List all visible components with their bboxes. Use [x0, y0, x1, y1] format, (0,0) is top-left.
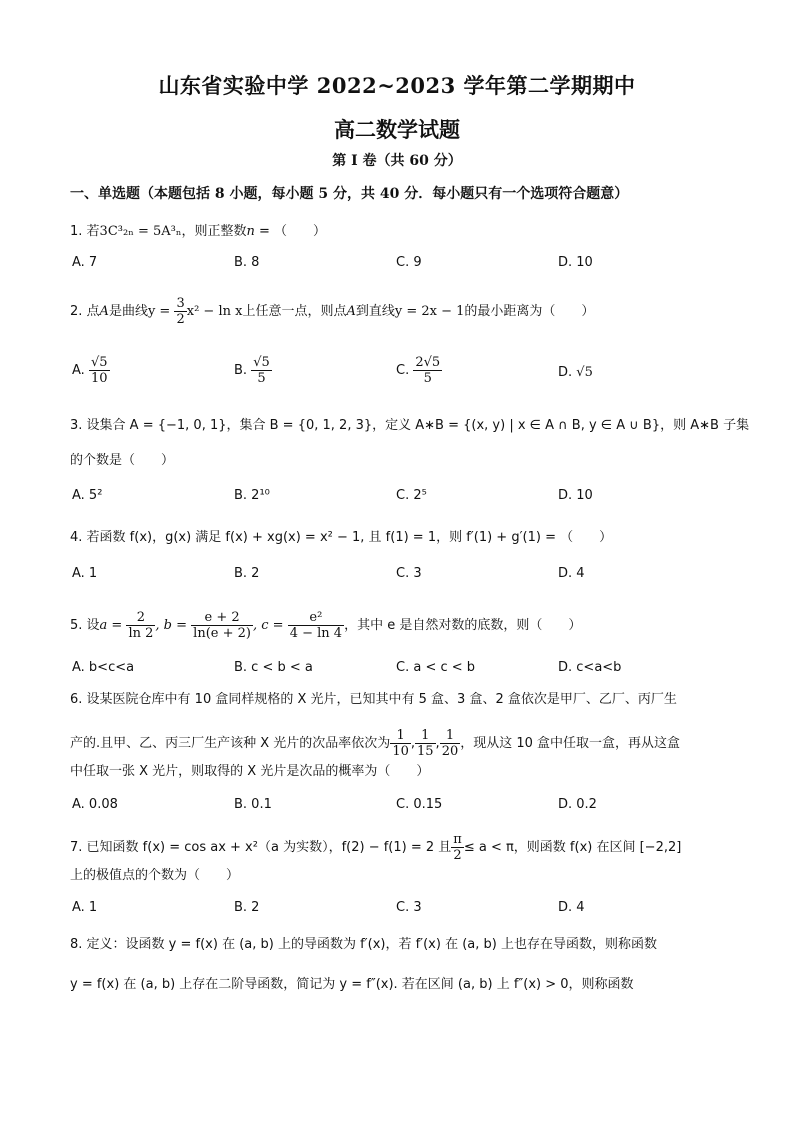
q6-options	[72, 797, 732, 819]
q2-frac-num: 3	[176, 296, 185, 311]
q6-frac-2	[415, 728, 436, 759]
q5-a-lhs: a =	[99, 618, 123, 633]
q6-frac-3	[440, 728, 461, 759]
q2-b-label: B.	[234, 363, 248, 378]
q6-frac-1-num: 1	[390, 728, 411, 744]
question-8-line-1: 8. 定义：设函数 y = f(x) 在 (a, b) 上的导函数为 f′(x)，若 f′(x) 在 (a, b) 上也存在导函数，则称函数	[70, 937, 657, 952]
q2-b-num: √5	[253, 355, 270, 370]
q6-option-d: D. 0.2	[558, 797, 597, 812]
q5-c-num: e²	[288, 610, 344, 626]
q2-option-a	[72, 355, 110, 386]
q1-prefix: 1. 若	[70, 224, 100, 239]
q5-option-d: D. c<a<b	[558, 660, 622, 675]
q5-prefix: 5. 设	[70, 618, 100, 633]
q5-c-den: 4 − ln 4	[289, 626, 343, 641]
q2-a-num: √5	[90, 355, 108, 370]
q4-option-d: D. 4	[558, 566, 585, 581]
q7-option-a: A. 1	[72, 900, 98, 915]
q2-d-value: √5	[576, 365, 593, 380]
q3-option-a: A. 5²	[72, 488, 103, 503]
q7-option-d: D. 4	[558, 900, 585, 915]
q2-fraction	[174, 296, 186, 327]
q1-expression: 3C³₂ₙ = 5A³ₙ	[99, 224, 182, 239]
q2-c-frac	[413, 355, 442, 386]
q2-b-den: 5	[257, 371, 266, 386]
q5-c-frac	[288, 610, 344, 641]
question-6-line-1: 6. 设某医院仓库中有 10 盒同样规格的 X 光片，已知其中有 5 盒、3 盒、2 盒依次是甲厂、乙厂、丙厂生	[70, 692, 677, 707]
q1-variable: n	[246, 224, 255, 239]
question-1	[70, 222, 740, 242]
q1-option-c: C. 9	[396, 255, 422, 270]
q4-option-a: A. 1	[72, 566, 98, 581]
q2-text-b: 是曲线	[108, 304, 148, 319]
q2-text-e: 的最小距离为（ ）	[464, 304, 595, 319]
q5-b-den: ln(e + 2)	[193, 626, 251, 641]
question-6-line-3: 中任取一张 X 光片，则取得的 X 光片是次品的概率为（ ）	[70, 764, 430, 779]
question-8-line-2: y = f(x) 在 (a, b) 上存在二阶导函数，简记为 y = f″(x). 若在区间 (a, b) 上 f″(x) > 0，则称函数	[70, 977, 634, 992]
q2-option-b	[234, 355, 272, 386]
question-4: 4. 若函数 f(x)，g(x) 满足 f(x) + xg(x) = x² − 1, 且 f(1) = 1，则 f′(1) + g′(1) = （ ）	[70, 530, 613, 545]
q6-option-a: A. 0.08	[72, 797, 118, 812]
question-6-line-2: 产的.且甲、乙、丙三厂生产该种 X 光片的次品率依次为 $\frac{1}{10}$ , $\frac{1}{15}$ , $\frac{1}{20}$ ，现从这 10 盒中任取一盒，再从这盒	[70, 728, 681, 759]
q7-frac-den: 2	[453, 848, 462, 863]
exam-subtitle: 高二数学试题	[334, 117, 460, 142]
q2-c-label: C.	[396, 363, 410, 378]
volume-label: 第 I 卷（共 60 分）	[332, 153, 462, 169]
q5-c-lhs: , c =	[252, 618, 284, 633]
q4-option-b: B. 2	[234, 566, 260, 581]
q2-c-den: 5	[423, 371, 432, 386]
q6-frac-2-num: 1	[415, 728, 436, 744]
q3-options	[72, 488, 732, 510]
q5-b-num: e + 2	[191, 610, 253, 626]
q5-b-frac	[191, 610, 253, 641]
q4-option-c: C. 3	[396, 566, 422, 581]
q6-frac-1	[390, 728, 411, 759]
q6-option-b: B. 0.1	[234, 797, 272, 812]
question-3-line-1: 3. 设集合 A = {−1, 0, 1}，集合 B = {0, 1, 2, 3}，定义 A∗B = {(x, y) | x ∈ A ∩ B, y ∈ A ∪ B}，则 A∗B 子集	[70, 418, 750, 433]
q2-text-c: 上任意一点，则点	[242, 304, 347, 319]
q5-b-lhs: , b =	[155, 618, 188, 633]
q6-frac-2-den: 15	[417, 744, 434, 759]
q5-option-a: A. b<c<a	[72, 660, 135, 675]
q2-options	[72, 355, 732, 395]
q7-fraction	[451, 832, 464, 863]
q6-frac-3-num: 1	[440, 728, 461, 744]
q3-option-d: D. 10	[558, 488, 593, 503]
exam-title: 山东省实验中学 2022~2023 学年第二学期期中	[158, 73, 636, 98]
q3-option-b: B. 2¹⁰	[234, 488, 270, 503]
q2-c-num: 2√5	[415, 355, 441, 370]
q5-a-frac	[126, 610, 155, 641]
q5-option-c: C. a < c < b	[396, 660, 476, 675]
q2-point-a: A	[99, 304, 109, 319]
q5-text: ，其中 e 是自然对数的底数，则（ ）	[344, 618, 582, 633]
question-2	[70, 296, 740, 327]
q2-a-label: A.	[72, 363, 85, 378]
q5-option-b: B. c < b < a	[234, 660, 313, 675]
q6-line2-tail: ，现从这 10 盒中任取一盒，再从这盒	[460, 736, 681, 751]
q2-curve-lhs: y =	[147, 304, 171, 319]
q2-line: y = 2x − 1	[394, 304, 465, 319]
q5-a-num: 2	[126, 610, 155, 626]
q2-curve-rhs: x² − ln x	[186, 304, 243, 319]
question-5	[70, 610, 740, 641]
q1-end: = （ ）	[254, 224, 327, 239]
q2-option-c	[396, 355, 442, 386]
question-7-line-1	[70, 832, 740, 863]
question-7-line-2: 上的极值点的个数为（ ）	[70, 868, 240, 883]
q6-option-c: C. 0.15	[396, 797, 443, 812]
q2-text-d: 到直线	[355, 304, 395, 319]
q3-option-c: C. 2⁵	[396, 488, 427, 503]
q6-frac-3-den: 20	[441, 744, 459, 759]
q1-option-d: D. 10	[558, 255, 593, 270]
q7-option-b: B. 2	[234, 900, 260, 915]
q2-prefix: 2. 点	[70, 304, 100, 319]
section-heading: 一、单选题（本题包括 8 小题，每小题 5 分，共 40 分．每小题只有一个选项符合题意）	[70, 186, 629, 202]
q1-option-a: A. 7	[72, 255, 98, 270]
q4-options	[72, 566, 732, 588]
q6-frac-1-den: 10	[392, 744, 409, 759]
q5-options	[72, 660, 732, 682]
q1-option-b: B. 8	[234, 255, 260, 270]
q6-line2-text: 产的.且甲、乙、丙三厂生产该种 X 光片的次品率依次为	[70, 736, 391, 751]
q7-option-c: C. 3	[396, 900, 422, 915]
q2-point-a-2: A	[346, 304, 356, 319]
q2-b-frac	[251, 355, 272, 386]
q2-frac-den: 2	[176, 312, 185, 327]
q7-line1-text: 7. 已知函数 f(x) = cos ax + x²（a 为实数），f(2) − f(1) = 2 且	[70, 840, 452, 855]
q2-d-label: D.	[558, 365, 573, 380]
q2-option-d	[558, 365, 593, 380]
q2-a-den: 10	[90, 371, 108, 386]
q7-frac-num: π	[453, 832, 462, 847]
q1-options	[72, 255, 732, 277]
q1-text: ，则正整数	[181, 224, 247, 239]
q2-a-frac	[89, 355, 110, 386]
q7-line1-tail: ≤ a < π，则函数 f(x) 在区间 [−2,2]	[463, 840, 682, 855]
q7-options	[72, 900, 732, 922]
question-3-line-2: 的个数是（ ）	[70, 453, 175, 468]
q5-a-den: ln 2	[128, 626, 154, 641]
